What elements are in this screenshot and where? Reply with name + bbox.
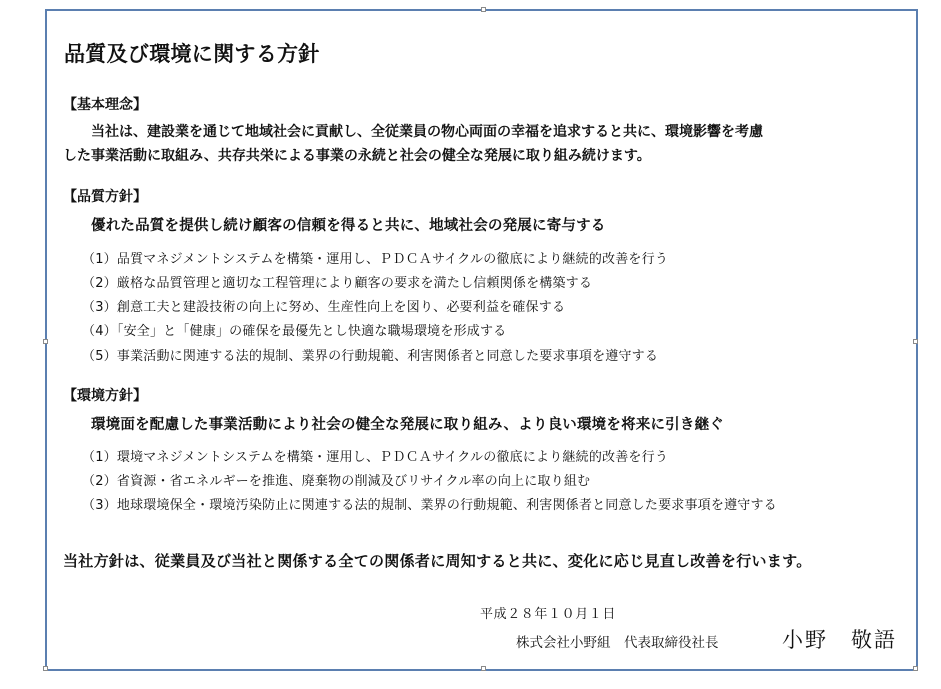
resize-handle-right[interactable] [913, 339, 918, 344]
document-title: 品質及び環境に関する方針 [64, 42, 320, 66]
resize-handle-left[interactable] [43, 339, 48, 344]
quality-item-3: （3）創意工夫と建設技術の向上に努め、生産性向上を図り、必要利益を確保する [82, 300, 566, 315]
environment-item-3: （3）地球環境保全・環境汚染防止に関連する法的規制、業界の行動規範、利害関係者と同意した要求事項を遵守する [82, 498, 777, 513]
quality-lead: 優れた品質を提供し続け顧客の信頼を得ると共に、地域社会の発展に寄与する [91, 218, 606, 234]
resize-handle-bottom-right[interactable] [913, 666, 918, 671]
quality-item-1: （1）品質マネジメントシステムを構築・運用し、ＰＤＣＡサイクルの徹底により継続的改善を行う [82, 252, 669, 267]
environment-lead: 環境面を配慮した事業活動により社会の健全な発展に取り組み、より良い環境を将来に引き継ぐ [91, 417, 724, 433]
quality-item-4: （4）「安全」と「健康」の確保を最優先とし快適な職場環境を形成する [82, 324, 507, 339]
environment-heading: 【環境方針】 [63, 388, 147, 404]
basic-heading: 【基本理念】 [63, 97, 147, 113]
signer-name: 小野 敬語 [782, 628, 897, 652]
quality-item-5: （5）事業活動に関連する法的規制、業界の行動規範、利害関係者と同意した要求事項を遵守する [82, 349, 659, 364]
environment-item-2: （2）省資源・省エネルギーを推進、廃棄物の削減及びリサイクル率の向上に取り組む [82, 474, 591, 489]
document-frame[interactable] [45, 9, 918, 671]
policy-date: 平成２８年１０月１日 [480, 607, 617, 622]
resize-handle-bottom-left[interactable] [43, 666, 48, 671]
basic-line-2: した事業活動に取組み、共存共栄による事業の永続と社会の健全な発展に取り組み続けます。 [63, 148, 651, 164]
company-title: 株式会社小野組 代表取締役社長 [516, 635, 719, 651]
closing-statement: 当社方針は、従業員及び当社と関係する全ての関係者に周知すると共に、変化に応じ見直し改善を行います。 [63, 552, 812, 570]
resize-handle-top[interactable] [481, 7, 486, 12]
resize-handle-bottom[interactable] [481, 666, 486, 671]
basic-line-1: 当社は、建設業を通じて地域社会に貢献し、全従業員の物心両面の幸福を追求すると共に、環境影響を考慮 [91, 124, 763, 140]
quality-heading: 【品質方針】 [63, 189, 147, 205]
quality-item-2: （2）厳格な品質管理と適切な工程管理により顧客の要求を満たし信頼関係を構築する [82, 276, 593, 291]
environment-item-1: （1）環境マネジメントシステムを構築・運用し、ＰＤＣＡサイクルの徹底により継続的改善を行う [82, 450, 669, 465]
